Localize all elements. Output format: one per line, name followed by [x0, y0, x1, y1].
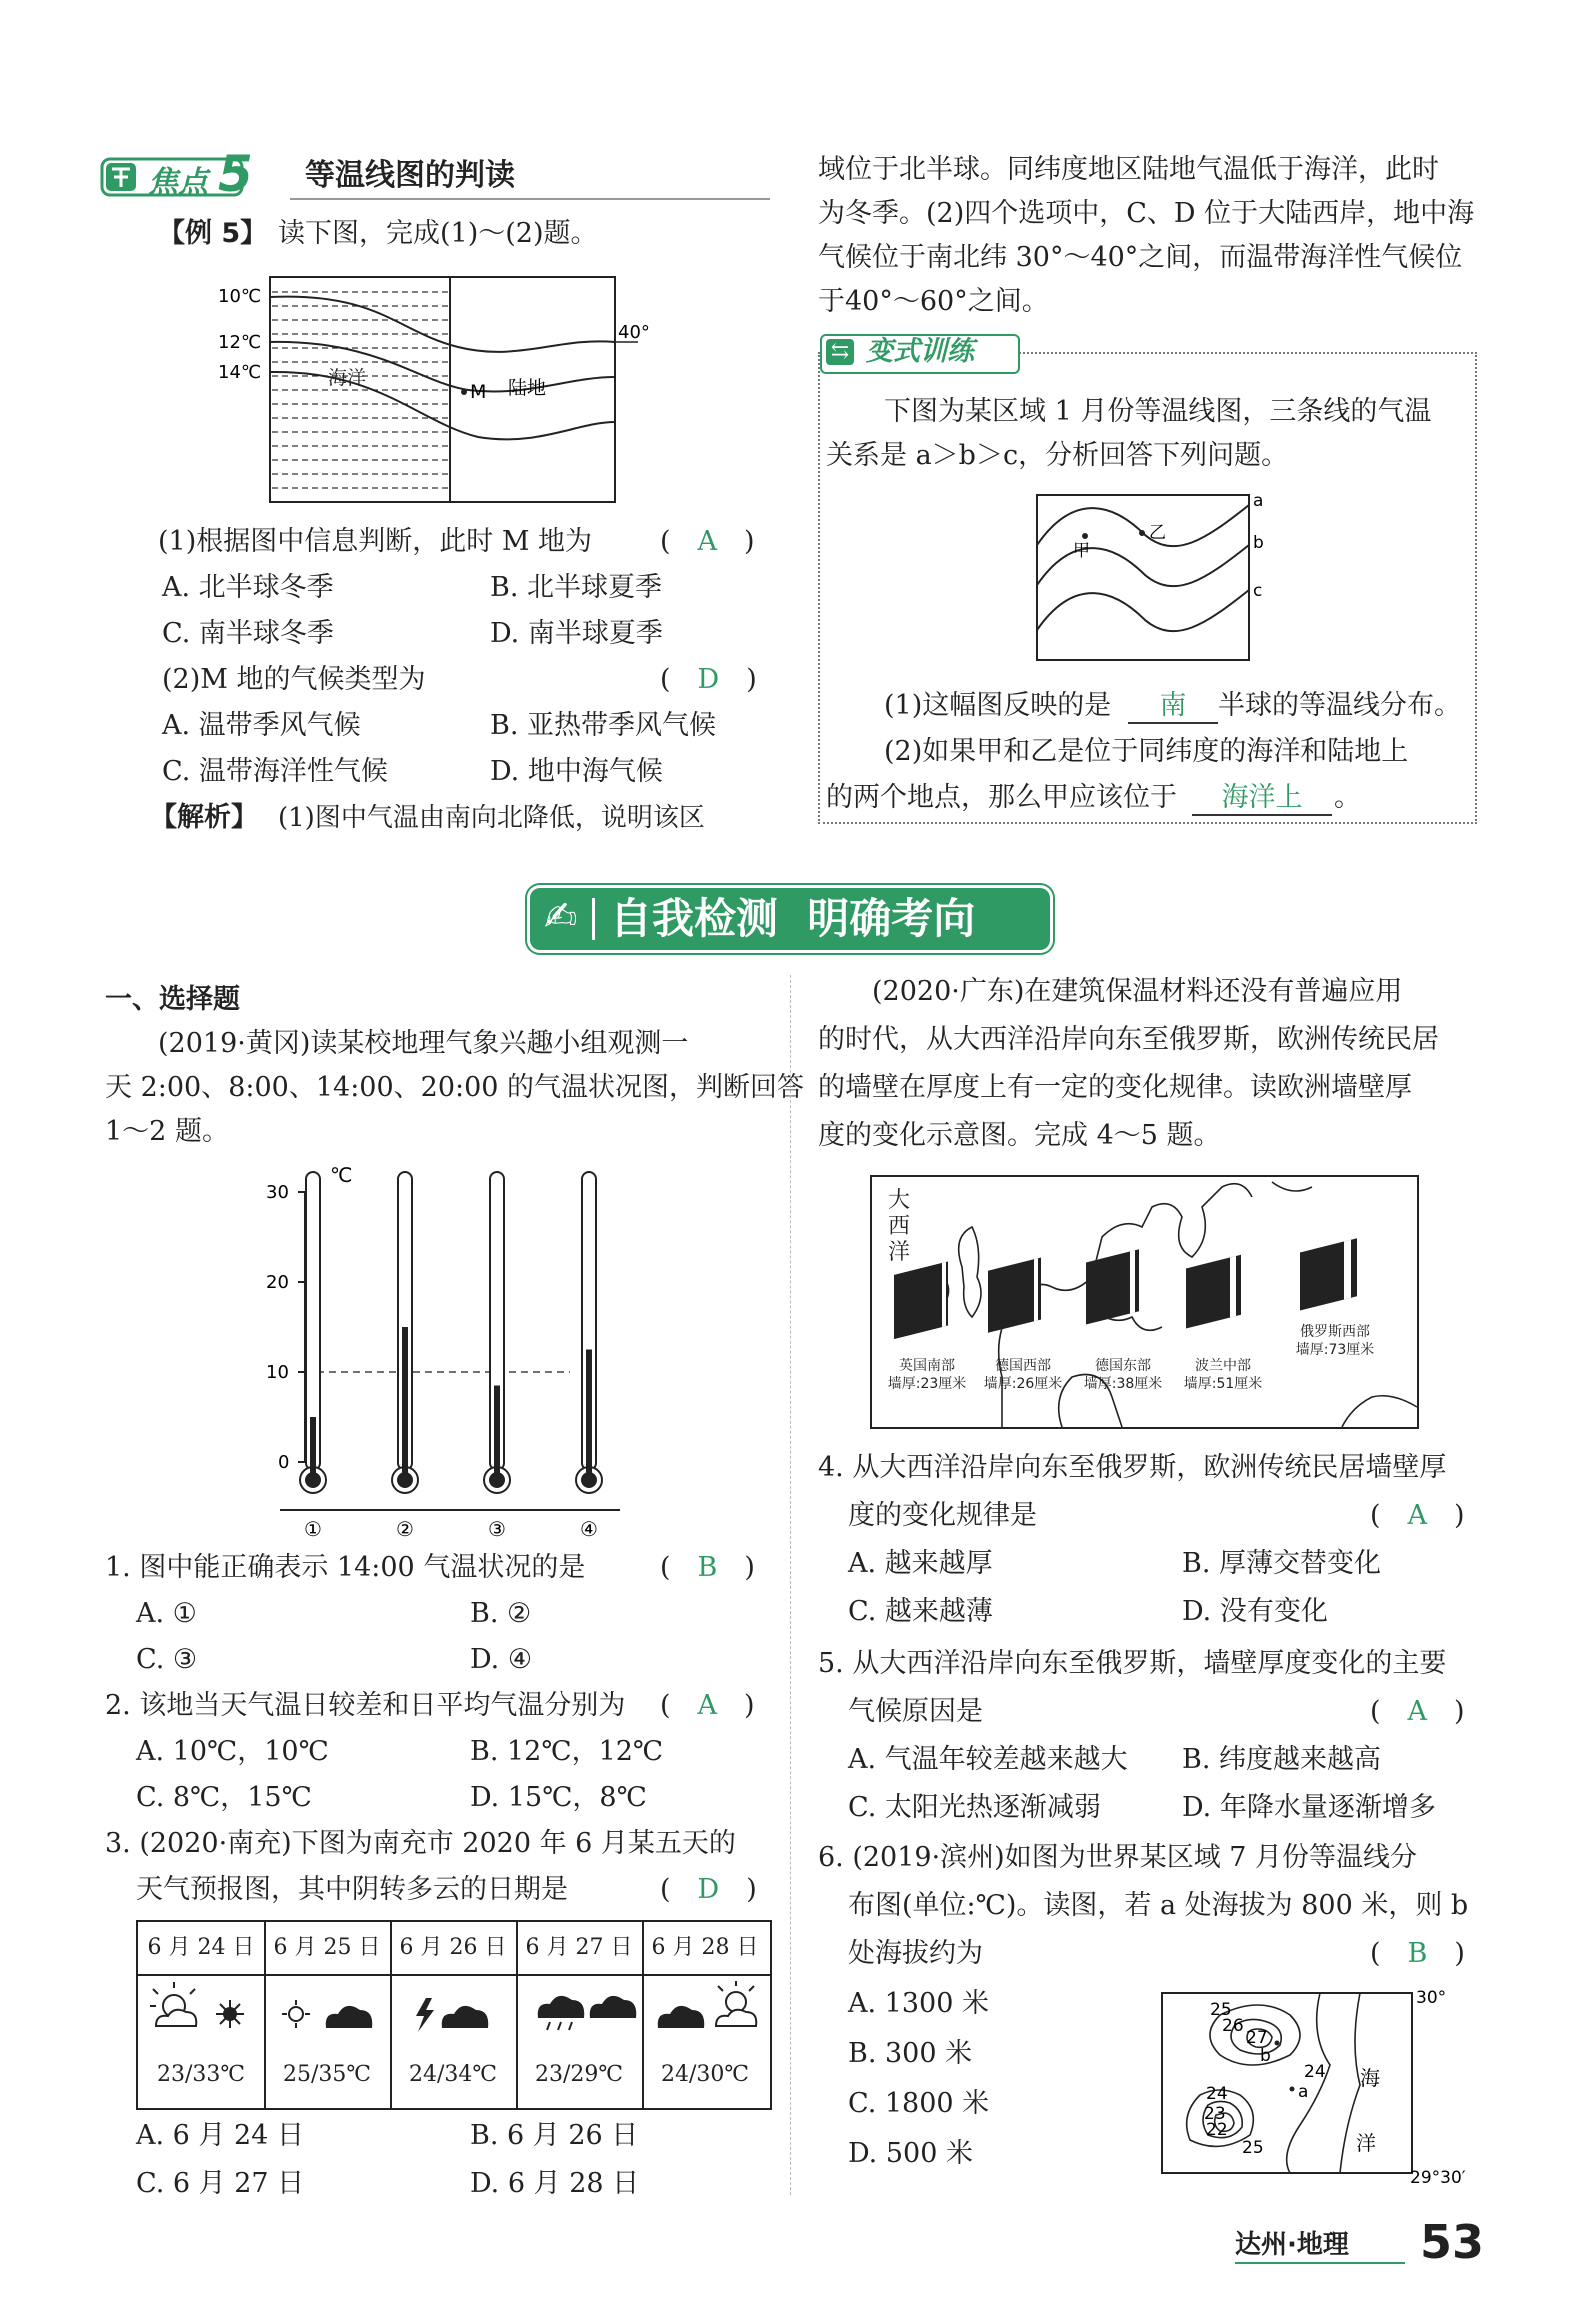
fig-label-14: 14℃ [218, 362, 262, 383]
example-tag: 【例 5】 [158, 218, 268, 249]
contour-label-25a: 25 [1210, 2000, 1232, 2020]
q4-opt-a: A. 越来越厚 [848, 1548, 993, 1579]
contour-label-25b: 25 [1242, 2138, 1264, 2158]
focus-title: 等温线图的判读 [305, 158, 515, 193]
focus-q2-opt-c: C. 温带海洋性气候 [162, 756, 388, 787]
variant-q1-prefix: (1)这幅图反映的是 [884, 690, 1112, 721]
wall-block-5 [1300, 1242, 1344, 1311]
weather-date-2: 6 月 25 日 [273, 1935, 381, 1960]
footer-region: 达州·地理 [1235, 2230, 1349, 2260]
focus-q1-answer: A [697, 526, 718, 557]
sun-cloud-icon [150, 1982, 196, 2026]
footer-page: 53 [1420, 2215, 1485, 2269]
q6-answer: B [1407, 1938, 1428, 1969]
cloud-icon [442, 2006, 489, 2028]
thermometer-mercury-4 [586, 1350, 592, 1477]
thermo-unit: ℃ [330, 1163, 353, 1187]
q6-opt-a: A. 1300 米 [848, 1988, 989, 2019]
weather-temp-2: 25/35℃ [282, 2062, 371, 2087]
thermo-tick-0: 0 [278, 1452, 290, 1473]
thermo-label-3: ③ [488, 1517, 506, 1540]
q2-bracket: ( A ) [660, 1690, 755, 1721]
q3-opt-b: B. 6 月 26 日 [470, 2120, 639, 2151]
focus-badge-number: 5 [218, 145, 253, 203]
focus-badge [100, 145, 278, 203]
fig-label-12: 12℃ [218, 332, 262, 353]
variant-icon: ⇆ [826, 339, 854, 365]
banner [530, 888, 1050, 950]
contour-label-24b: 24 [1206, 2084, 1228, 2104]
thermo-label-2: ② [396, 1517, 414, 1540]
fig-label-lat: 40° [618, 322, 650, 343]
q3-answer: D [697, 1874, 720, 1905]
q4-stem-1: 4. 从大西洋沿岸向东至俄罗斯，欧洲传统民居墙壁厚 [818, 1452, 1447, 1483]
wall-block-2 [988, 1259, 1034, 1332]
q1-bracket: ( B ) [660, 1552, 755, 1583]
fig-label-10: 10℃ [218, 286, 262, 307]
thunder-icon [416, 1998, 434, 2032]
contour-label-a: a [1298, 2082, 1309, 2102]
weather-icons [138, 1978, 770, 2058]
q5-answer: A [1407, 1696, 1428, 1727]
intro12-line3: 1～2 题。 [105, 1116, 229, 1147]
focus-q1: (1)根据图中信息判断，此时 M 地为 [158, 526, 593, 557]
q1-opt-b: B. ② [470, 1598, 532, 1629]
wall-block-3 [1086, 1252, 1130, 1325]
q4-opt-c: C. 越来越薄 [848, 1596, 993, 1627]
weather-temp-3: 24/34℃ [408, 2062, 497, 2087]
contour-label-26: 26 [1222, 2016, 1244, 2036]
thermometer-mercury-3 [494, 1386, 500, 1477]
q5-opt-b: B. 纬度越来越高 [1182, 1744, 1382, 1775]
contour-label-sea2: 洋 [1356, 2131, 1376, 2155]
analysis-tag: 【解析】 [150, 802, 258, 833]
q1-opt-c: C. ③ [136, 1644, 198, 1675]
section-title: 一、选择题 [105, 984, 240, 1015]
analysis-line-4: 气候位于南北纬 30°～40°之间，而温带海洋性气候位 [818, 242, 1463, 273]
wall-thick-1: 墙厚:23厘米 [887, 1376, 967, 1392]
wall-place-5: 俄罗斯西部 [1300, 1324, 1370, 1340]
fig-label-land: 陆地 [508, 377, 547, 399]
q4-bracket: ( A ) [1370, 1500, 1465, 1531]
intro45-line2: 的时代，从大西洋沿岸向东至俄罗斯，欧洲传统民居 [818, 1024, 1439, 1055]
analysis-line-2: 域位于北半球。同纬度地区陆地气温低于海洋，此时 [818, 154, 1439, 185]
focus-q2-opt-a: A. 温带季风气候 [162, 710, 361, 741]
variant-q1-suffix: 半球的等温线分布。 [1218, 690, 1461, 721]
cloud-icon [590, 1996, 637, 2018]
q5-opt-c: C. 太阳光热逐渐减弱 [848, 1792, 1101, 1823]
variant-intro-2: 关系是 a＞b＞c，分析回答下列问题。 [826, 440, 1289, 471]
cloud-icon [326, 2006, 373, 2028]
wall-map [870, 1175, 1419, 1429]
weather-date-1: 6 月 24 日 [147, 1935, 255, 1960]
thermometer-mercury-1 [310, 1417, 316, 1476]
q3-stem-1: 3. (2020·南充)下图为南充市 2020 年 6 月某五天的 [105, 1828, 736, 1859]
variant-q2-answer: 海洋上 [1192, 778, 1332, 816]
weather-date-5: 6 月 28 日 [651, 1935, 759, 1960]
q3-bracket: ( D ) [660, 1874, 757, 1905]
contour-map [1160, 1985, 1490, 2190]
banner-icon: ✍ [544, 894, 578, 940]
intro45-line3: 的墙壁在厚度上有一定的变化规律。读欧洲墙壁厚 [818, 1072, 1412, 1103]
focus-q1-bracket: ( A ) [660, 526, 755, 557]
q6-opt-c: C. 1800 米 [848, 2088, 990, 2119]
q5-stem-1: 5. 从大西洋沿岸向东至俄罗斯，墙壁厚度变化的主要 [818, 1648, 1447, 1679]
focus-badge-word: 焦点 [148, 165, 208, 200]
weather-table [136, 1920, 772, 2110]
weather-date-3: 6 月 26 日 [399, 1935, 507, 1960]
wall-map-ocean-1: 大 [888, 1188, 911, 1213]
focus-q1-opt-d: D. 南半球夏季 [490, 618, 663, 649]
contour-label-24a: 24 [1304, 2062, 1326, 2082]
contour-lat-top: 30° [1416, 1988, 1447, 2008]
example-text: 读下图，完成(1)～(2)题。 [278, 218, 598, 249]
column-divider [790, 975, 791, 2195]
contour-label-sea1: 海 [1360, 2066, 1380, 2090]
q5-opt-a: A. 气温年较差越来越大 [848, 1744, 1128, 1775]
intro12-line2: 天 2:00、8:00、14:00、20:00 的气温状况图，判断回答 [105, 1072, 805, 1103]
q5-bracket: ( A ) [1370, 1696, 1465, 1727]
wall-place-4: 波兰中部 [1195, 1358, 1251, 1374]
variant-q2-suffix: 。 [1334, 782, 1361, 813]
q3-opt-a: A. 6 月 24 日 [136, 2120, 304, 2151]
q4-opt-b: B. 厚薄交替变化 [1182, 1548, 1382, 1579]
q2-stem: 2. 该地当天气温日较差和日平均气温分别为 [105, 1690, 626, 1721]
variant-q2-line1: (2)如果甲和乙是位于同纬度的海洋和陆地上 [884, 736, 1409, 767]
focus-q2-answer: D [697, 664, 720, 695]
wall-place-1: 英国南部 [899, 1358, 955, 1374]
focus-q2-opt-b: B. 亚热带季风气候 [490, 710, 717, 741]
weather-temp-4: 23/29℃ [534, 2062, 623, 2087]
thermo-tick-20: 20 [266, 1272, 289, 1293]
thermo-tick-30: 30 [266, 1182, 289, 1203]
intro12-line1: (2019·黄冈)读某校地理气象兴趣小组观测一 [158, 1028, 689, 1059]
rain-icon [538, 1996, 585, 2030]
variant-label-yi: 乙 [1149, 523, 1166, 543]
q5-opt-d: D. 年降水量逐渐增多 [1182, 1792, 1436, 1823]
intro45-line4: 度的变化示意图。完成 4～5 题。 [818, 1120, 1221, 1151]
weather-date-4: 6 月 27 日 [525, 1935, 633, 1960]
wall-block-1 [894, 1263, 942, 1339]
focus-q1-opt-a: A. 北半球冬季 [162, 572, 334, 603]
variant-title: 变式训练 [866, 336, 974, 367]
wall-label-5 [1280, 1323, 1390, 1359]
contour-label-22: 22 [1206, 2120, 1228, 2140]
q3-opt-c: C. 6 月 27 日 [136, 2168, 305, 2199]
q4-opt-d: D. 没有变化 [1182, 1596, 1328, 1627]
q2-opt-a: A. 10℃，10℃ [136, 1736, 329, 1767]
q2-opt-d: D. 15℃，8℃ [470, 1782, 647, 1813]
banner-title: 自我检测 明确考向 [610, 894, 976, 943]
weather-temp-5: 24/30℃ [660, 2062, 749, 2087]
wall-place-3: 德国东部 [1095, 1358, 1151, 1374]
analysis-line-3: 为冬季。(2)四个选项中，C、D 位于大陆西岸，地中海 [818, 198, 1475, 229]
q6-opt-b: B. 300 米 [848, 2038, 973, 2069]
q2-opt-b: B. 12℃，12℃ [470, 1736, 664, 1767]
focus-q2-bracket: ( D ) [660, 664, 757, 695]
wall-label-1 [872, 1357, 982, 1393]
q1-stem: 1. 图中能正确表示 14:00 气温状况的是 [105, 1552, 586, 1583]
variant-label-b: b [1253, 533, 1264, 553]
wall-block-4 [1186, 1258, 1230, 1329]
variant-figure [1035, 490, 1275, 670]
variant-q2-prefix: 的两个地点，那么甲应该位于 [826, 782, 1177, 813]
q6-stem-1: 6. (2019·滨州)如图为世界某区域 7 月份等温线分 [818, 1842, 1418, 1873]
thermo-label-4: ④ [580, 1517, 598, 1540]
contour-lat-bottom: 29°30′ [1410, 2168, 1466, 2188]
wall-label-4 [1168, 1357, 1278, 1393]
thermo-label-1: ① [304, 1517, 322, 1540]
thermometer-figure [240, 1160, 620, 1540]
q1-opt-a: A. ① [136, 1598, 197, 1629]
fig-label-m: M [470, 381, 487, 403]
wall-thick-5: 墙厚:73厘米 [1295, 1342, 1375, 1358]
q3-stem-2: 天气预报图，其中阴转多云的日期是 [136, 1874, 568, 1905]
q3-opt-d: D. 6 月 28 日 [470, 2168, 640, 2199]
focus-underline [290, 198, 770, 200]
weather-temp-1: 23/33℃ [156, 2062, 245, 2087]
thermo-tick-10: 10 [266, 1362, 289, 1383]
q6-stem-2: 布图(单位:℃)。读图，若 a 处海拔为 800 米，则 b [848, 1890, 1469, 1921]
sun-icon [282, 2000, 310, 2028]
variant-label-jia: 甲 [1073, 541, 1090, 561]
q6-opt-d: D. 500 米 [848, 2138, 973, 2169]
sun-cloud-icon [716, 1981, 756, 2026]
wall-map-ocean-2: 西 [888, 1214, 911, 1239]
focus-q1-opt-b: B. 北半球夏季 [490, 572, 663, 603]
contour-label-b: b [1260, 2046, 1271, 2066]
focus-q2-opt-d: D. 地中海气候 [490, 756, 663, 787]
wall-place-2: 德国西部 [995, 1358, 1051, 1374]
q2-opt-c: C. 8℃，15℃ [136, 1782, 312, 1813]
q4-stem-2: 度的变化规律是 [848, 1500, 1037, 1531]
wall-label-2 [968, 1357, 1078, 1393]
variant-label-a: a [1253, 491, 1264, 511]
wall-label-3 [1068, 1357, 1178, 1393]
variant-q1-answer: 南 [1128, 686, 1218, 724]
wall-thick-3: 墙厚:38厘米 [1083, 1376, 1163, 1392]
contour-label-27: 27 [1246, 2028, 1268, 2048]
analysis-line-1: (1)图中气温由南向北降低，说明该区 [278, 803, 705, 833]
contour-label-23: 23 [1204, 2104, 1226, 2124]
analysis-line-5: 于40°～60°之间。 [818, 286, 1049, 317]
variant-intro-1: 下图为某区域 1 月份等温线图，三条线的气温 [884, 396, 1432, 427]
q1-answer: B [697, 1552, 718, 1583]
q1-opt-d: D. ④ [470, 1644, 533, 1675]
wall-map-ocean-3: 洋 [888, 1240, 911, 1265]
q6-bracket: ( B ) [1370, 1938, 1465, 1969]
thermometer-mercury-2 [402, 1327, 408, 1476]
sun-icon [216, 2000, 244, 2028]
focus-q1-opt-c: C. 南半球冬季 [162, 618, 334, 649]
q4-answer: A [1407, 1500, 1428, 1531]
q6-stem-3: 处海拔约为 [848, 1938, 983, 1969]
variant-label-c: c [1253, 581, 1263, 601]
q5-stem-2: 气候原因是 [848, 1696, 983, 1727]
isotherm-figure [218, 272, 658, 512]
fig-label-ocean: 海洋 [328, 367, 367, 389]
q2-answer: A [697, 1690, 718, 1721]
wall-thick-2: 墙厚:26厘米 [983, 1376, 1063, 1392]
wall-thick-4: 墙厚:51厘米 [1183, 1376, 1263, 1392]
intro45-line1: (2020·广东)在建筑保温材料还没有普遍应用 [872, 976, 1403, 1007]
variant-badge [820, 332, 1020, 372]
focus-q2: (2)M 地的气候类型为 [162, 664, 426, 695]
cloud-icon [658, 2006, 705, 2028]
